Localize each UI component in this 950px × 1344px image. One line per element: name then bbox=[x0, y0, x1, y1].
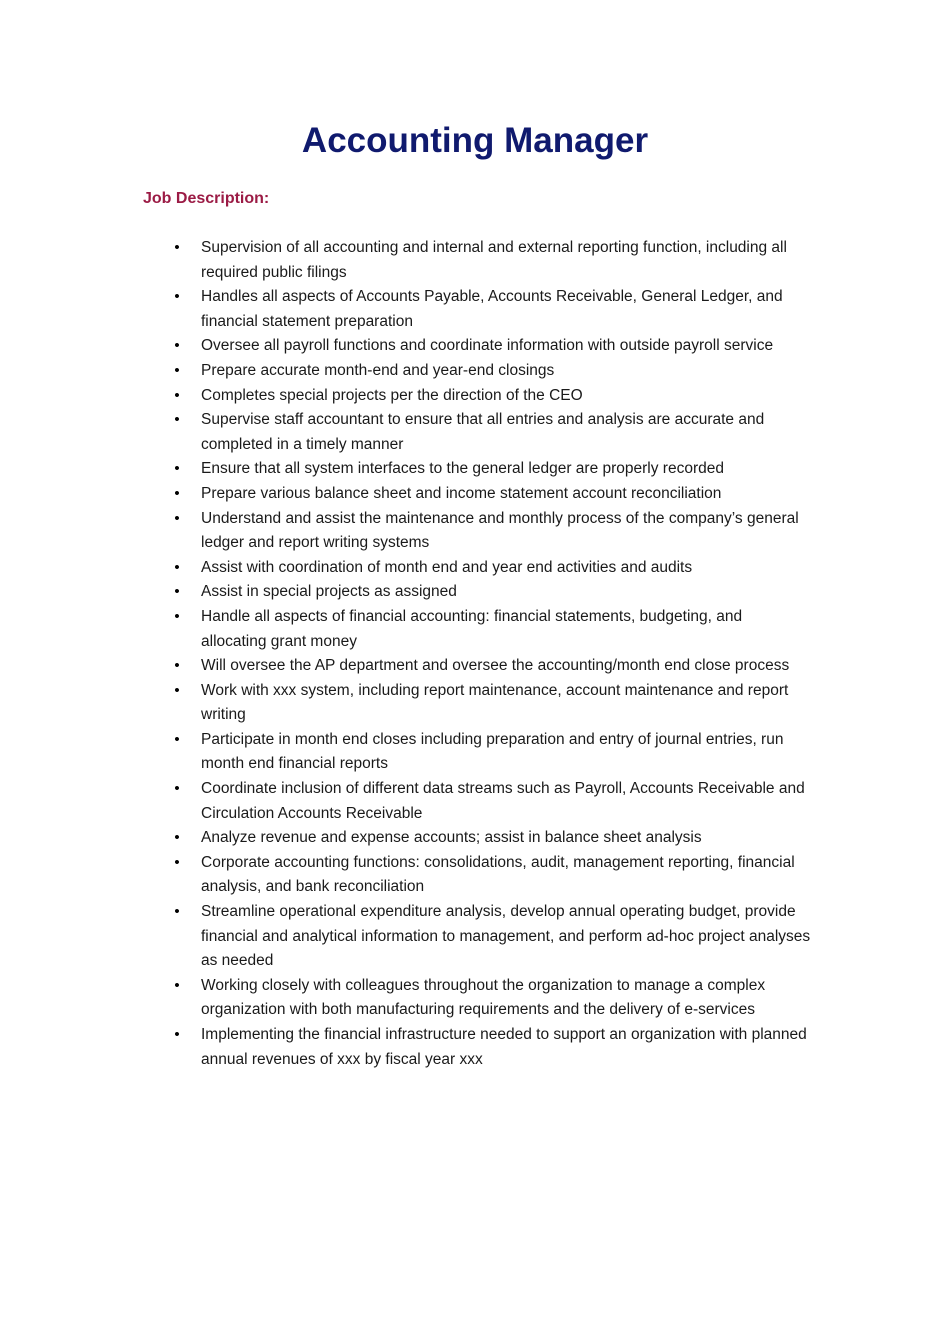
bullet-icon: • bbox=[174, 558, 180, 576]
list-item bbox=[0, 826, 811, 851]
list-item bbox=[0, 236, 811, 285]
bullet-icon: • bbox=[174, 976, 180, 994]
list-item-text: Implementing the financial infrastructure needed to support an organization with planned annual revenues of xxx by fiscal year xxx bbox=[201, 1026, 807, 1068]
list-item bbox=[0, 507, 811, 556]
list-item bbox=[0, 851, 811, 900]
list-item-text: Analyze revenue and expense accounts; assist in balance sheet analysis bbox=[201, 829, 702, 847]
list-item bbox=[0, 1023, 811, 1072]
list-item bbox=[0, 556, 811, 581]
bullet-icon: • bbox=[174, 681, 180, 699]
list-item bbox=[0, 728, 811, 777]
list-item-text: Understand and assist the maintenance and monthly process of the company’s general ledger and report writing systems bbox=[201, 509, 799, 552]
list-item-text: Ensure that all system interfaces to the general ledger are properly recorded bbox=[201, 460, 724, 478]
list-item-text: Prepare various balance sheet and income statement account reconciliation bbox=[201, 484, 722, 502]
list-item-text: Streamline operational expenditure analysis, develop annual operating budget, provide financial and analytical information to management, and perform ad-hoc project analyses as needed bbox=[201, 903, 811, 970]
list-item-text: Assist in special projects as assigned bbox=[201, 583, 457, 601]
list-item bbox=[0, 457, 811, 482]
list-item bbox=[0, 384, 811, 409]
list-item-text: Handles all aspects of Accounts Payable, Accounts Receivable, General Ledger, and financial statement preparation bbox=[201, 288, 783, 330]
bullet-icon: • bbox=[174, 411, 180, 429]
list-item-text: Handle all aspects of financial accounting: financial statements, budgeting, and allocating grant money bbox=[201, 607, 743, 650]
page-title: Accounting Manager bbox=[301, 121, 649, 160]
list-item bbox=[0, 974, 811, 1023]
list-item-text: Corporate accounting functions: consolidations, audit, management reporting, financial analysis, and bank reconciliation bbox=[201, 853, 795, 896]
list-item bbox=[0, 605, 811, 654]
list-item bbox=[0, 285, 811, 334]
bullet-icon: • bbox=[174, 903, 180, 921]
bullet-icon: • bbox=[174, 288, 180, 306]
list-item-text: Supervise staff accountant to ensure that all entries and analysis are accurate and completed in a timely manner bbox=[201, 411, 765, 453]
list-item bbox=[0, 580, 811, 605]
bullet-icon: • bbox=[174, 1026, 180, 1043]
list-item bbox=[0, 408, 811, 457]
bullet-icon: • bbox=[174, 730, 180, 748]
bullet-icon: • bbox=[174, 239, 180, 256]
bullet-icon: • bbox=[174, 829, 180, 847]
bullet-icon: • bbox=[174, 853, 180, 871]
bullet-icon: • bbox=[174, 780, 180, 798]
bullet-icon: • bbox=[174, 361, 180, 379]
list-item bbox=[0, 654, 811, 679]
bullet-icon: • bbox=[174, 386, 180, 404]
list-item-text: Working closely with colleagues throughout the organization to manage a complex organization with both manufacturing requirements and the delivery of e-services bbox=[201, 976, 766, 1019]
list-item-text: Assist with coordination of month end and year end activities and audits bbox=[201, 558, 693, 576]
list-item-text: Coordinate inclusion of different data streams such as Payroll, Accounts Receivable and Circulation Accounts Receivable bbox=[201, 780, 805, 822]
bullet-icon: • bbox=[174, 460, 180, 478]
bullet-icon: • bbox=[174, 583, 180, 601]
section-label: Job Description: bbox=[143, 190, 270, 207]
bullet-icon: • bbox=[174, 337, 180, 355]
list-item bbox=[0, 334, 811, 359]
list-item bbox=[0, 679, 811, 728]
list-item bbox=[0, 777, 811, 826]
list-item bbox=[0, 900, 811, 974]
list-item bbox=[0, 482, 811, 507]
list-item bbox=[0, 359, 811, 384]
duties-list bbox=[0, 236, 950, 1072]
list-item-text: Oversee all payroll functions and coordinate information with outside payroll service bbox=[201, 337, 774, 355]
list-item-text: Work with xxx system, including report maintenance, account maintenance and report writing bbox=[201, 681, 789, 724]
list-item-text: Completes special projects per the direction of the CEO bbox=[201, 386, 583, 404]
bullet-icon: • bbox=[174, 657, 180, 675]
list-item-text: Supervision of all accounting and internal and external reporting function, including all required public filings bbox=[201, 239, 787, 281]
list-item-text: Will oversee the AP department and oversee the accounting/month end close process bbox=[201, 657, 790, 675]
bullet-icon: • bbox=[174, 484, 180, 502]
list-item-text: Participate in month end closes including preparation and entry of journal entries, run month end financial reports bbox=[201, 730, 784, 773]
bullet-icon: • bbox=[174, 509, 180, 527]
list-item-text: Prepare accurate month-end and year-end closings bbox=[201, 361, 555, 379]
bullet-icon: • bbox=[174, 607, 180, 625]
